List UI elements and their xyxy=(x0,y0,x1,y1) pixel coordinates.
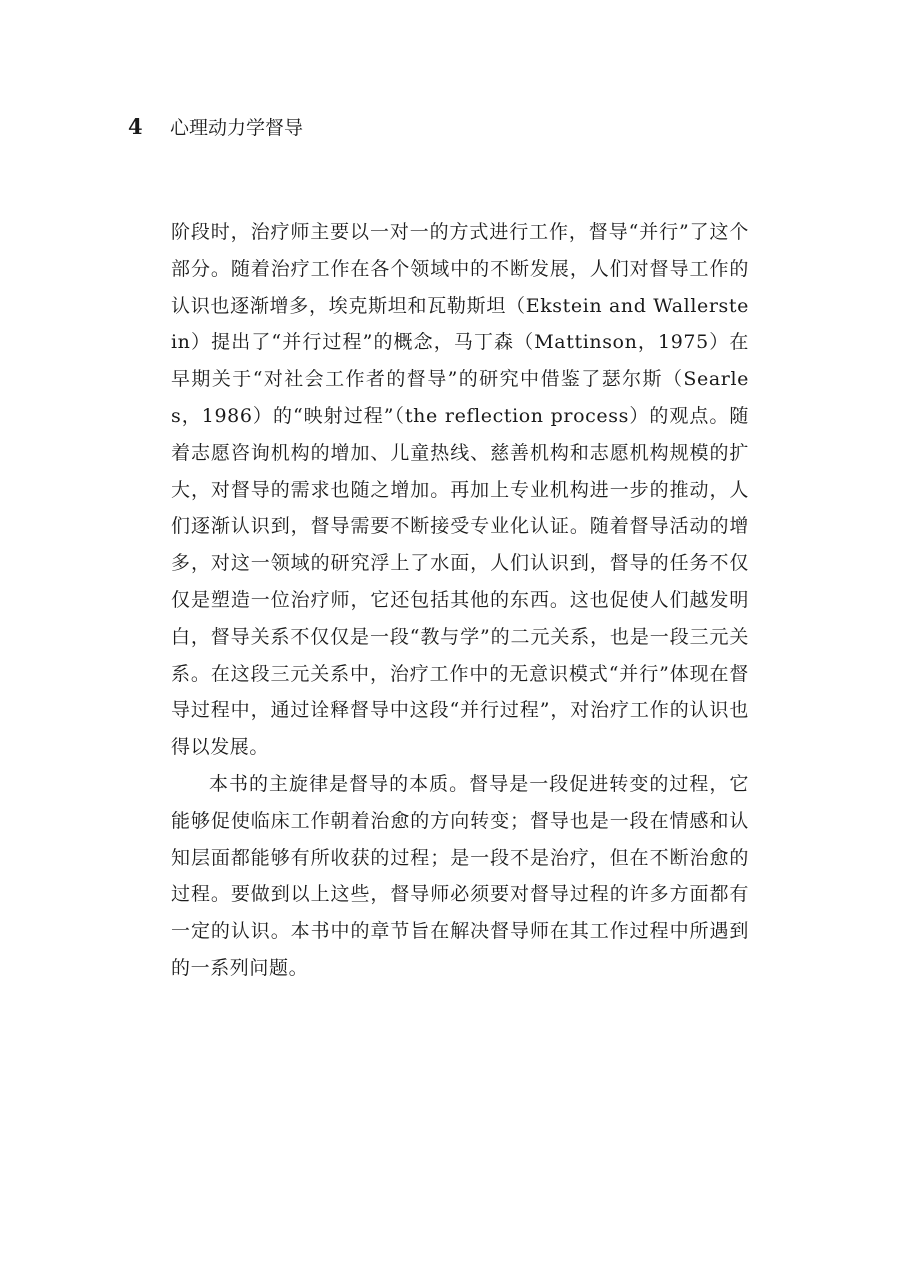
paragraph-book-theme: 本书的主旋律是督导的本质。督导是一段促进转变的过程，它能够促使临床工作朝着治愈的方向转变；督导也是一段在情感和认知层面都能够有所收获的过程；是一段不是治疗，但在不断治愈的过程。要做到以上这些，督导师必须要对督导过程的许多方面都有一定的认识。本书中的章节旨在解决督导师在其工作过程中所遇到的一系列问题。 xyxy=(171,772,749,979)
running-title: 心理动力学督导 xyxy=(170,117,304,139)
page-header xyxy=(128,112,303,143)
paragraph-continued: 阶段时，治疗师主要以一对一的方式进行工作，督导“并行”了这个部分。随着治疗工作在各个领域中的不断发展，人们对督导工作的认识也逐渐增多，埃克斯坦和瓦勒斯坦（Ekstein and Wallerstein）提出了“并行过程”的概念，马丁森（Mattinson，1975）在早期关于“对社会工作者的督导”的研究中借鉴了瑟尔斯（Searles，1986）的“映射过程”（the reflection process）的观点。随着志愿咨询机构的增加、儿童热线、慈善机构和志愿机构规模的扩大，对督导的需求也随之增加。再加上专业机构进一步的推动，人们逐渐认识到，督导需要不断接受专业化认证。随着督导活动的增多，对这一领域的研究浮上了水面，人们认识到，督导的任务不仅仅是塑造一位治疗师，它还包括其他的东西。这也促使人们越发明白，督导关系不仅仅是一段“教与学”的二元关系，也是一段三元关系。在这段三元关系中，治疗工作中的无意识模式“并行”体现在督导过程中，通过诠释督导中这段“并行过程”，对治疗工作的认识也得以发展。 xyxy=(171,221,749,759)
page-number: 4 xyxy=(128,114,143,139)
body-text xyxy=(171,214,749,987)
